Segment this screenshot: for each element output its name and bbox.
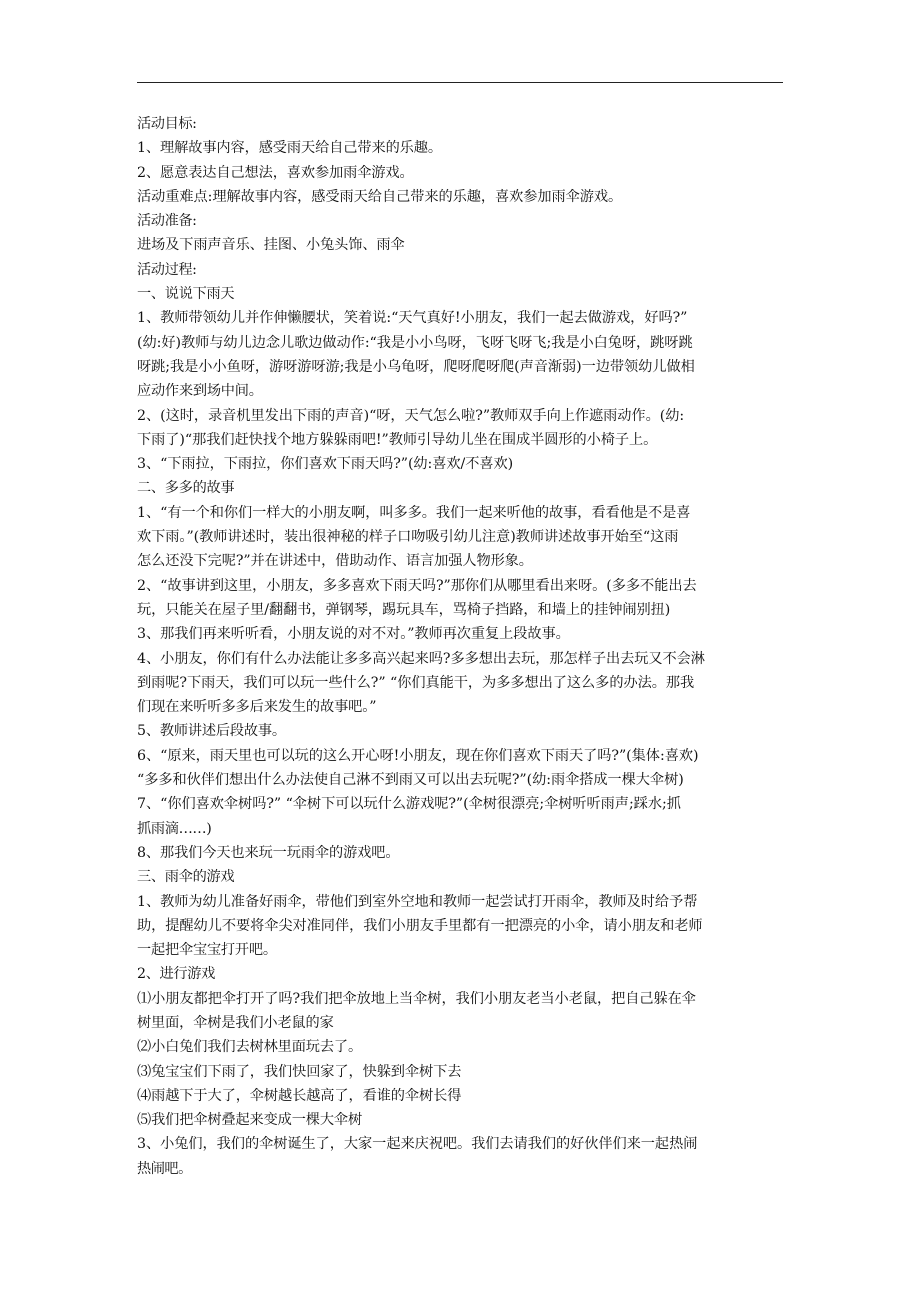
text-line: 3、那我们再来听听看，小朋友说的对不对。”教师再次重复上段故事。: [137, 626, 570, 643]
text-line: ⑸我们把伞树叠起来变成一棵大伞树: [137, 1112, 363, 1129]
text-line: 们现在来听听多多后来发生的故事吧。”: [137, 699, 377, 716]
text-line: 2、(这时，录音机里发出下雨的声音)“呀，天气怎么啦?”教师双手向上作遮雨动作。(幼:: [137, 407, 685, 424]
text-line: ⑵小白兔们我们去树林里面玩去了。: [137, 1039, 363, 1056]
text-line: 2、进行游戏: [137, 966, 215, 983]
text-line: (幼:好)教师与幼儿边念儿歌边做动作:“我是小小鸟呀，飞呀飞呀飞;我是小白兔呀，跳呀跳: [137, 334, 693, 351]
text-line: 活动目标:: [137, 116, 197, 132]
text-line: 助，提醒幼儿不要将伞尖对准同伴，我们小朋友手里都有一把漂亮的小伞，请小朋友和老师: [137, 917, 703, 934]
text-line: 二、多多的故事: [137, 480, 235, 497]
text-line: 呀跳;我是小小鱼呀，游呀游呀游;我是小乌龟呀，爬呀爬呀爬(声音渐弱)一边带领幼儿做相: [137, 358, 695, 375]
text-line: 5、教师讲述后段故事。: [137, 723, 286, 740]
text-line: “多多和伙伴们想出什么办法使自己淋不到雨又可以出去玩呢?”(幼:雨伞搭成一棵大伞树): [137, 772, 684, 789]
text-line: ⑶兔宝宝们下雨了，我们快回家了，快躲到伞树下去: [137, 1063, 462, 1080]
text-line: 玩，只能关在屋子里/翻翻书，弹钢琴，踢玩具车，骂椅子挡路，和墙上的挂钟闹别扭): [137, 601, 671, 618]
text-line: 1、“有一个和你们一样大的小朋友啊，叫多多。我们一起来听他的故事，看看他是不是喜: [137, 504, 691, 521]
text-line: 1、理解故事内容，感受雨天给自己带来的乐趣。: [137, 140, 442, 157]
text-line: 三、雨伞的游戏: [137, 869, 235, 886]
text-line: 热闹吧。: [137, 1160, 192, 1177]
text-line: 一起把伞宝宝打开吧。: [137, 942, 277, 959]
text-line: 6、“原来，雨天里也可以玩的这么开心呀!小朋友，现在你们喜欢下雨天了吗?”(集体:喜欢): [137, 747, 699, 764]
header-rule: [137, 82, 783, 83]
text-line: 4、小朋友，你们有什么办法能让多多高兴起来吗?多多想出去玩，那怎样子出去玩又不会淋: [137, 650, 705, 667]
text-line: 欢下雨。”(教师讲述时，装出很神秘的样子口吻吸引幼儿注意)教师讲述故事开始至“这雨: [137, 529, 679, 546]
text-line: ⑷雨越下于大了，伞树越长越高了，看谁的伞树长得: [137, 1087, 462, 1104]
text-line: 3、“下雨拉，下雨拉，你们喜欢下雨天吗?”(幼:喜欢/不喜欢): [137, 456, 514, 473]
text-line: 活动过程:: [137, 261, 197, 278]
document-body: [137, 112, 787, 1181]
text-line: 7、“你们喜欢伞树吗?” “伞树下可以玩什么游戏呢?”(伞树很漂亮;伞树听听雨声;踩水;抓: [137, 796, 681, 813]
text-line: 下雨了)“那我们赶快找个地方躲躲雨吧!”教师引导幼儿坐在围成半圆形的小椅子上。: [137, 431, 658, 448]
text-line: 活动准备:: [137, 213, 197, 230]
text-line: 怎么还没下完呢?”并在讲述中，借助动作、语言加强人物形象。: [137, 553, 533, 570]
text-line: 2、愿意表达自己想法，喜欢参加雨伞游戏。: [137, 164, 414, 181]
text-line: 进场及下雨声音乐、挂图、小兔头饰、雨伞: [137, 237, 405, 254]
text-line: ⑴小朋友都把伞打开了吗?我们把伞放地上当伞树，我们小朋友老当小老鼠，把自己躲在伞: [137, 990, 696, 1007]
text-line: 一、说说下雨天: [137, 286, 235, 303]
text-line: 1、教师带领幼儿并作伸懒腰状，笑着说:“天气真好!小朋友，我们一起去做游戏，好吗?”: [137, 310, 688, 327]
text-line: 应动作来到场中间。: [137, 383, 263, 400]
text-line: 8、那我们今天也来玩一玩雨伞的游戏吧。: [137, 844, 400, 861]
text-line: 2、“故事讲到这里，小朋友，多多喜欢下雨天吗?”那你们从哪里看出来呀。(多多不能出去: [137, 577, 697, 594]
text-line: 活动重难点:理解故事内容，感受雨天给自己带来的乐趣，喜欢参加雨伞游戏。: [137, 188, 623, 205]
text-line: 到雨呢?下雨天，我们可以玩一些什么?” “你们真能干，为多多想出了这么多的办法。那我: [137, 674, 695, 691]
text-line: 抓雨滴……): [137, 820, 212, 837]
text-line: 树里面，伞树是我们小老鼠的家: [137, 1014, 334, 1031]
text-line: 1、教师为幼儿准备好雨伞，带他们到室外空地和教师一起尝试打开雨伞，教师及时给予帮: [137, 893, 698, 910]
text-line: 3、小兔们，我们的伞树诞生了，大家一起来庆祝吧。我们去请我们的好伙伴们来一起热闹: [137, 1136, 698, 1153]
